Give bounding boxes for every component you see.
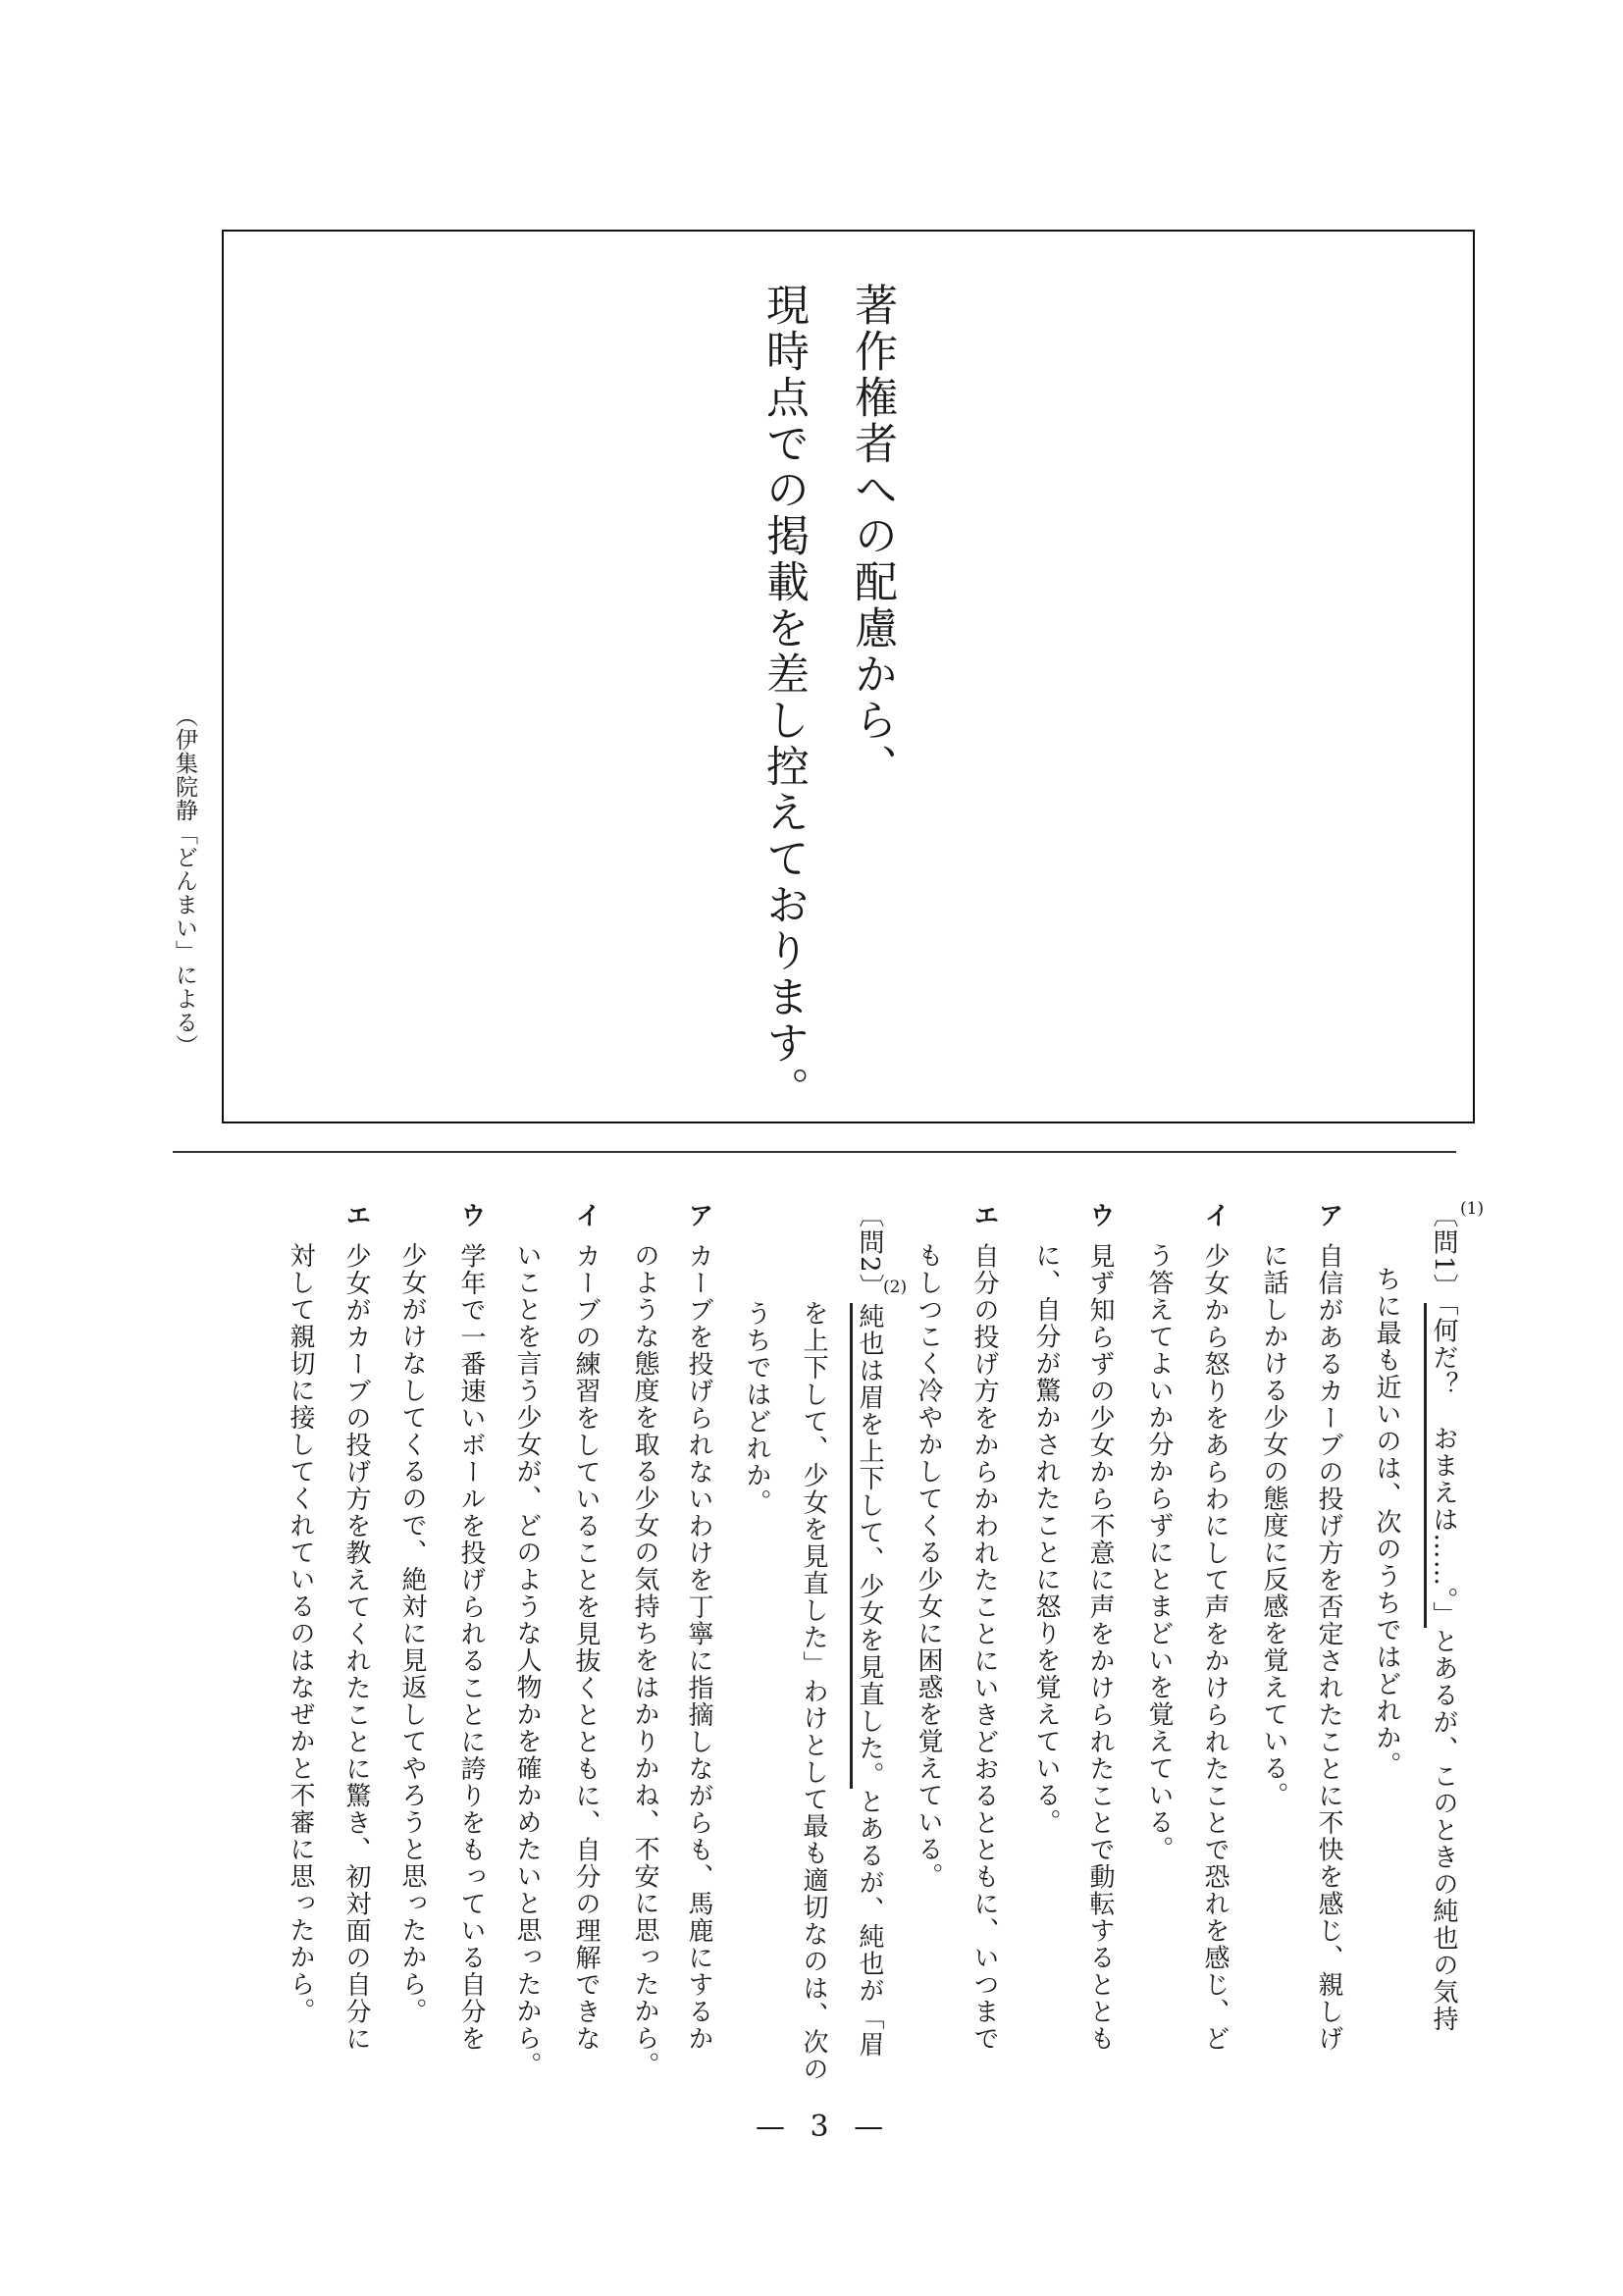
q2-stem-text: とあるが、純也が「眉	[855, 1788, 884, 2059]
option-text: 自分の投げ方をからかわれたことにいきどおるとともに、いつまで	[969, 1242, 999, 2053]
q2-option-e[interactable]	[340, 1202, 372, 2053]
option-label: エ	[341, 1202, 371, 1229]
q1-option-u-cont: に、自分が驚かされたことに怒りを覚えている。	[1031, 1242, 1061, 1836]
option-text: 少女がカーブの投げ方を教えてくれたことに驚き、初対面の自分に	[341, 1242, 371, 2053]
option-label: ア	[1314, 1202, 1343, 1229]
q2-option-a[interactable]	[683, 1202, 714, 2053]
q2-marker: (2)	[883, 1278, 908, 1297]
option-label: ア	[684, 1202, 713, 1229]
q2-option-i[interactable]	[570, 1202, 602, 2053]
q1-option-a[interactable]	[1313, 1202, 1344, 2053]
q1-stem-text: とあるが、このときの純也の気持	[1429, 1628, 1458, 2033]
q2-option-i-cont: いことを言う少女が、どのような人物かを確かめたいと思ったから。	[512, 1242, 542, 2079]
option-text: 学年で一番速いボールを投げられることに誇りをもっている自分を	[456, 1242, 486, 2053]
option-label: イ	[1200, 1202, 1230, 1229]
option-text: 見ず知らずの少女から不意に声をかけられたことで動転するととも	[1085, 1242, 1115, 2053]
notice-line-1: 著作権者への配慮から、	[847, 283, 897, 790]
q1-option-u[interactable]	[1084, 1202, 1116, 2053]
option-text: 少女から怒りをあらわにして声をかけられたことで恐れを感じ、ど	[1200, 1242, 1230, 2053]
q2-option-e-cont: 対して親切に接してくれているのはなぜかと不審に思ったから。	[286, 1242, 315, 2025]
q2-option-u[interactable]	[455, 1202, 487, 2053]
q1-option-i[interactable]	[1199, 1202, 1230, 2053]
option-text: 自信があるカーブの投げ方を否定されたことに不快を感じ、親しげ	[1314, 1242, 1343, 2053]
divider	[173, 1151, 1456, 1153]
page-number: — 3 —	[756, 2110, 892, 2144]
option-label: ウ	[1085, 1202, 1115, 1229]
q2-stem-cont-1: を上下して、少女を見直した」わけとして最も適切なのは、次の	[799, 1300, 828, 2083]
option-label: イ	[571, 1202, 601, 1229]
q1-stem-cont: ちに最も近いのは、次のうちではどれか。	[1372, 1266, 1401, 1779]
q2-stem	[854, 1202, 885, 2059]
q1-marker: (1)	[1460, 1199, 1485, 1219]
q2-label: 〔問2〕	[855, 1202, 884, 1301]
q1-quote: 「何だ？ おまえは……。」	[1424, 1303, 1458, 1629]
q1-option-e-cont: もしつこく冷やかしてくる少女に困惑を覚えている。	[914, 1242, 943, 1890]
notice-line-2: 現時点での掲載を差し控えております。	[759, 283, 809, 1113]
q1-label: 〔問1〕	[1429, 1202, 1458, 1301]
q1-option-e[interactable]	[969, 1202, 1000, 2053]
q2-stem-cont-2: うちではどれか。	[742, 1300, 771, 1516]
option-text: カーブを投げられないわけを丁寧に指摘しながらも、馬鹿にするか	[684, 1242, 713, 2053]
source-attribution: （伊集院静「どんまい」による）	[172, 704, 197, 1058]
q2-quote: 純也は眉を上下して、少女を見直した。	[850, 1303, 884, 1789]
q1-option-i-cont: う答えてよいか分からずにとまどいを覚えている。	[1144, 1242, 1174, 1863]
option-text: カーブの練習をしていることを見抜くとともに、自分の理解できな	[571, 1242, 601, 2053]
q1-stem	[1428, 1202, 1459, 2033]
q2-option-u-cont: 少女がけなしてくるので、絶対に見返してやろうと思ったから。	[397, 1242, 427, 2025]
q2-option-a-cont: のような態度を取る少女の気持ちをはかりかね、不安に思ったから。	[630, 1242, 659, 2079]
option-label: ウ	[456, 1202, 486, 1229]
q1-option-a-cont: に話しかける少女の態度に反感を覚えている。	[1259, 1242, 1288, 1809]
option-label: エ	[969, 1202, 999, 1229]
